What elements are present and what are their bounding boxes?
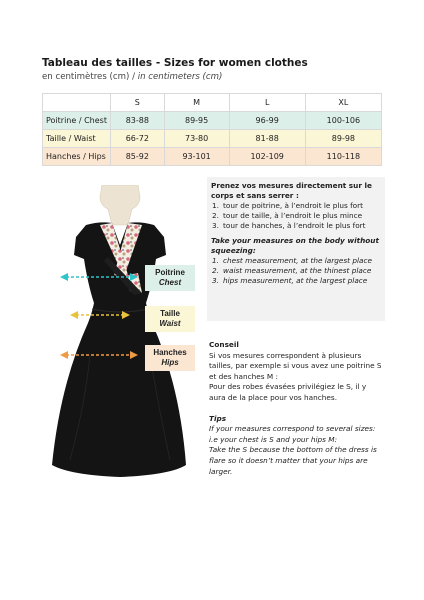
table-cell: 102-109 (229, 148, 305, 166)
page-title: Tableau des tailles - Sizes for women clothes (42, 57, 308, 69)
table-cell: 89-98 (305, 130, 381, 148)
waist-label-fr: Taille (160, 309, 180, 318)
list-text: chest measurement, at the largest place (223, 256, 372, 265)
mannequin-icon (100, 185, 140, 225)
table-row-waist (43, 130, 382, 148)
list-number: 2. (212, 266, 219, 275)
table-cell: 81-88 (229, 130, 305, 148)
advice-heading-fr: Conseil (209, 340, 239, 349)
waist-label-en: Waist (159, 319, 181, 328)
instructions-heading-fr: Prenez vos mesures directement sur le corps et sans serrer : (211, 181, 372, 200)
instructions-heading-en: Take your measures on the body without squeezing: (211, 236, 379, 255)
list-item (211, 266, 381, 276)
list-number: 3. (212, 276, 219, 285)
table-row-hips (43, 148, 382, 166)
list-number: 3. (212, 221, 219, 230)
list-item (211, 201, 381, 211)
advice-text-fr-2: Pour des robes évasées privilégiez le S, il y aura de la place pour vos hanches. (209, 382, 367, 402)
hips-label-en: Hips (161, 358, 179, 367)
size-table (42, 93, 382, 166)
header-cell-m: M (164, 94, 229, 112)
row-label: Taille / Waist (43, 130, 111, 148)
waist-label (145, 306, 195, 332)
header-cell (43, 94, 111, 112)
table-cell: 73-80 (164, 130, 229, 148)
hips-label-fr: Hanches (153, 348, 187, 357)
list-text: waist measurement, at the thinest place (223, 266, 372, 275)
table-cell: 100-106 (305, 112, 381, 130)
list-text: tour de poitrine, à l’endroit le plus fort (223, 201, 364, 210)
chest-label-fr: Poitrine (155, 268, 185, 277)
instructions-list-en (211, 256, 381, 286)
instructions-box (207, 177, 385, 321)
list-text: tour de hanches, à l’endroit le plus fort (223, 221, 366, 230)
table-row-chest (43, 112, 382, 130)
advice-heading-en: Tips (209, 413, 227, 423)
list-item (211, 276, 381, 286)
header-cell-l: L (229, 94, 305, 112)
table-cell: 110-118 (305, 148, 381, 166)
header-cell-s: S (111, 94, 165, 112)
list-number: 2. (212, 211, 219, 220)
subtitle-fr: en centimètres (cm) / (42, 72, 138, 82)
table-cell: 66-72 (111, 130, 165, 148)
row-label: Poitrine / Chest (43, 112, 111, 130)
list-text: tour de taille, à l’endroit le plus mince (223, 211, 363, 220)
list-item (211, 221, 381, 231)
instructions-list-fr (211, 201, 381, 231)
table-cell: 93-101 (164, 148, 229, 166)
list-item (211, 211, 381, 221)
row-label: Hanches / Hips (43, 148, 111, 166)
advice-text-en-2: Take the S because the bottom of the dress is flare so it doesn’t matter that your hips are larger. (209, 445, 377, 476)
hips-label (145, 345, 195, 371)
advice-section (209, 340, 385, 477)
page-subtitle (42, 72, 222, 82)
list-number: 1. (212, 201, 219, 210)
advice-text-fr-1: Si vos mesures correspondent à plusieurs tailles, par exemple si vous avez une poitrine S et des hanches M : (209, 350, 382, 381)
advice-text-en-1: If your measures correspond to several sizes: i.e your chest is S and your hips M: (209, 424, 376, 444)
header-cell-xl: XL (305, 94, 381, 112)
chest-label-en: Chest (158, 278, 182, 287)
subtitle-en: in centimeters (cm) (137, 72, 223, 82)
table-cell: 85-92 (111, 148, 165, 166)
list-number: 1. (212, 256, 219, 265)
list-item (211, 256, 381, 266)
dress-illustration (30, 185, 210, 585)
size-table-header (43, 94, 382, 112)
table-cell: 96-99 (229, 112, 305, 130)
table-cell: 83-88 (111, 112, 165, 130)
chest-label (145, 265, 195, 291)
table-cell: 89-95 (164, 112, 229, 130)
list-text: hips measurement, at the largest place (223, 276, 368, 285)
